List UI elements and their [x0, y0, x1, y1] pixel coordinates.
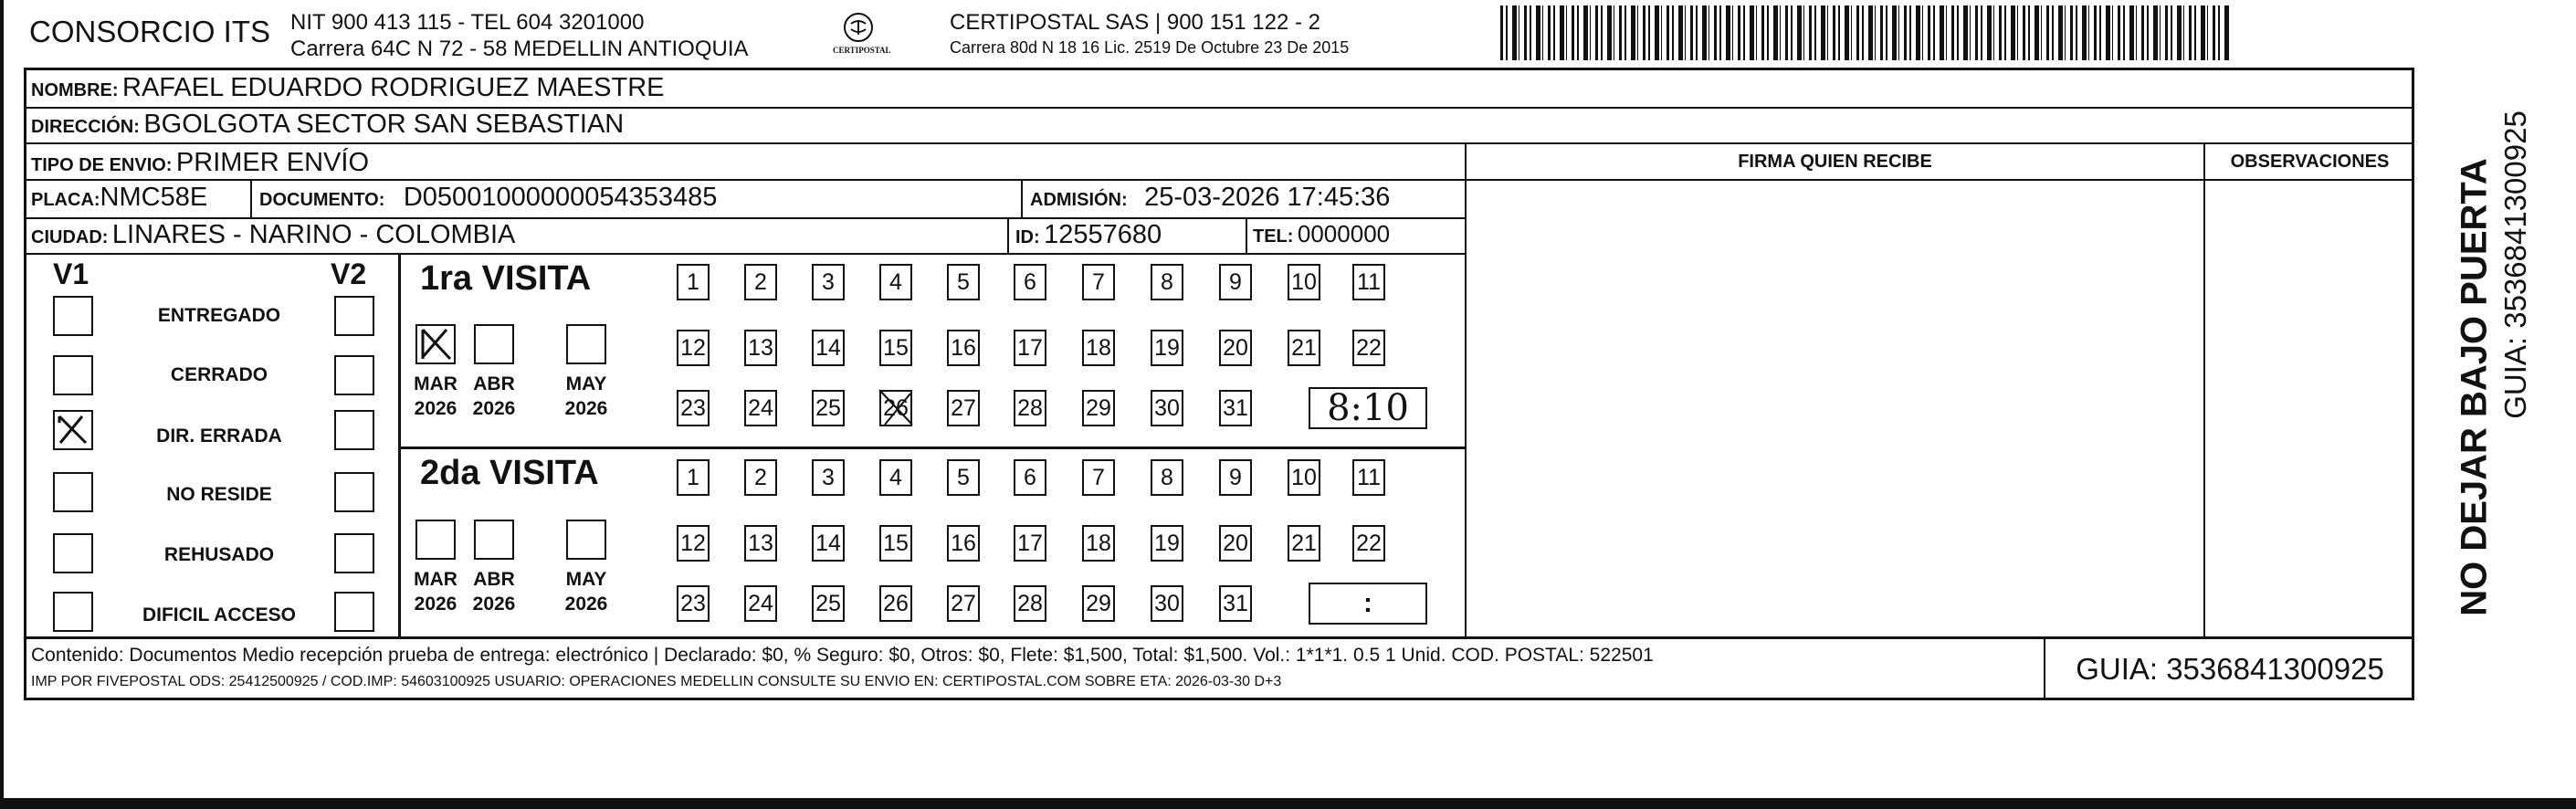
- month-checkbox[interactable]: [566, 324, 606, 364]
- day-box[interactable]: 16: [947, 330, 980, 366]
- documento-row: [259, 183, 717, 213]
- certipostal-logo: [833, 11, 891, 62]
- day-box[interactable]: 30: [1151, 390, 1183, 426]
- checkmark-icon: [417, 326, 454, 362]
- day-box[interactable]: 16: [947, 525, 980, 562]
- day-box[interactable]: 2: [744, 264, 777, 300]
- day-box[interactable]: 15: [879, 525, 912, 562]
- month-checkbox[interactable]: [415, 324, 456, 364]
- col-divider: [1007, 217, 1009, 253]
- month-checkbox[interactable]: [474, 324, 514, 364]
- time-box[interactable]: :: [1309, 583, 1427, 625]
- day-box[interactable]: 30: [1151, 585, 1183, 622]
- day-box[interactable]: 28: [1014, 390, 1046, 426]
- company-address: Carrera 64C N 72 - 58 MEDELLIN ANTIOQUIA: [290, 37, 749, 61]
- option-v2-checkbox[interactable]: [334, 533, 374, 573]
- option-v1-checkbox[interactable]: [53, 533, 93, 573]
- day-box[interactable]: 1: [677, 264, 710, 300]
- day-box[interactable]: 23: [677, 585, 710, 622]
- day-box[interactable]: 2: [744, 459, 777, 496]
- day-box[interactable]: 11: [1352, 264, 1385, 300]
- day-cross-icon: [878, 388, 914, 428]
- imp-text: IMP POR FIVEPOSTAL ODS: 25412500925 / COD.IMP: 54603100925 USUARIO: OPERACIONES MEDELLIN CONSULTE SU ENVIO EN: CERTIPOSTAL.COM SOBRE ETA: 2026-03-30 D+3: [31, 674, 1282, 689]
- day-box[interactable]: 13: [744, 525, 777, 562]
- nombre-value: RAFAEL EDUARDO RODRIGUEZ MAESTRE: [122, 73, 665, 102]
- placa-value: NMC58E: [100, 183, 208, 212]
- observations-area[interactable]: [2207, 183, 2413, 635]
- certipostal-logo-text: CERTIPOSTAL: [833, 46, 891, 55]
- day-box[interactable]: 29: [1082, 585, 1115, 622]
- option-v1-checkbox[interactable]: [53, 296, 93, 336]
- first-visit-title: 1ra VISITA: [420, 259, 592, 298]
- time-box[interactable]: 8:10: [1309, 387, 1427, 429]
- day-box[interactable]: 17: [1014, 525, 1046, 562]
- day-box[interactable]: 5: [947, 459, 980, 496]
- tel-value: 0000000: [1297, 220, 1391, 247]
- day-box[interactable]: 31: [1219, 585, 1252, 622]
- company-name: CONSORCIO ITS: [29, 15, 271, 48]
- contenido-text: Contenido: Documentos Medio recepción prueba de entrega: electrónico | Declarado: $0, % Seguro: $0, Otros: $0, Flete: $1,500, Total: $1,500. Vol.: 1*1*1. 0.5 1 Unid. COD. POSTAL: 522501: [31, 645, 1654, 666]
- left-edge: [0, 0, 4, 809]
- tel-row: [1253, 220, 1390, 248]
- option-v2-checkbox[interactable]: [334, 410, 374, 450]
- option-label: REHUSADO: [163, 544, 275, 565]
- day-box[interactable]: 22: [1352, 330, 1385, 366]
- option-label: ENTREGADO: [157, 305, 281, 326]
- observaciones-header: OBSERVACIONES: [2230, 152, 2390, 172]
- row-divider: [24, 217, 1465, 219]
- day-box[interactable]: 7: [1082, 264, 1115, 300]
- day-box[interactable]: 28: [1014, 585, 1046, 622]
- direccion-value: BGOLGOTA SECTOR SAN SEBASTIAN: [143, 110, 625, 139]
- tel-label: TEL:: [1253, 226, 1294, 247]
- row-divider: [2205, 179, 2414, 181]
- placa-label: PLACA:: [31, 190, 100, 210]
- signature-area[interactable]: [1468, 181, 2202, 635]
- day-box[interactable]: 5: [947, 264, 980, 300]
- option-v2-checkbox[interactable]: [334, 472, 374, 512]
- day-box[interactable]: 4: [879, 459, 912, 496]
- admision-row: [1030, 183, 1390, 213]
- month-label: MAY 2026: [564, 569, 608, 615]
- option-v2-checkbox[interactable]: [334, 355, 374, 395]
- col-divider: [1465, 142, 1467, 636]
- day-box[interactable]: 25: [812, 390, 845, 426]
- ciudad-value: LINARES - NARINO - COLOMBIA: [111, 220, 516, 249]
- day-box[interactable]: 10: [1288, 264, 1320, 300]
- certipostal-logo-icon: [842, 11, 875, 44]
- day-box[interactable]: 1: [677, 459, 710, 496]
- day-box[interactable]: 3: [812, 264, 845, 300]
- tipo-value: PRIMER ENVÍO: [175, 148, 370, 177]
- day-box[interactable]: 24: [744, 390, 777, 426]
- day-box[interactable]: 22: [1352, 525, 1385, 562]
- day-box[interactable]: 6: [1014, 459, 1046, 496]
- day-box[interactable]: 26: [879, 585, 912, 622]
- day-box[interactable]: 19: [1151, 525, 1183, 562]
- company-nit-tel: NIT 900 413 115 - TEL 604 3201000: [290, 10, 645, 35]
- day-box[interactable]: 21: [1288, 330, 1320, 366]
- day-box[interactable]: 14: [812, 330, 845, 366]
- carrier-name: CERTIPOSTAL SAS | 900 151 122 - 2: [950, 10, 1320, 35]
- direccion-label: DIRECCIÓN:: [31, 117, 140, 137]
- visit-divider: [398, 447, 1465, 449]
- barcode: [1500, 5, 2231, 60]
- day-box[interactable]: 10: [1288, 459, 1320, 496]
- col-divider: [250, 179, 252, 217]
- tipo-label: TIPO DE ENVIO:: [31, 155, 173, 175]
- day-box[interactable]: 26: [879, 390, 912, 426]
- month-checkbox[interactable]: [415, 520, 456, 560]
- nombre-row: [31, 73, 665, 103]
- carrier-address: Carrera 80d N 18 16 Lic. 2519 De Octubre 23 De 2015: [950, 38, 1350, 57]
- id-row: [1015, 220, 1162, 250]
- row-divider: [24, 107, 2414, 109]
- firma-header: FIRMA QUIEN RECIBE: [1738, 152, 1932, 172]
- month-label: MAY 2026: [564, 373, 608, 419]
- day-box[interactable]: 6: [1014, 264, 1046, 300]
- month-label: MAR 2026: [414, 569, 457, 615]
- day-box[interactable]: 27: [947, 585, 980, 622]
- option-v1-checkbox[interactable]: [53, 355, 93, 395]
- option-label: DIR. ERRADA: [156, 426, 282, 447]
- id-label: ID:: [1015, 227, 1040, 247]
- bottom-edge: [0, 798, 2576, 809]
- v2-header: V2: [331, 257, 367, 290]
- day-box[interactable]: 29: [1082, 390, 1115, 426]
- day-box[interactable]: 21: [1288, 525, 1320, 562]
- day-box[interactable]: 11: [1352, 459, 1385, 496]
- option-v2-checkbox[interactable]: [334, 592, 374, 632]
- side-guia: GUIA: 3536841300925: [2498, 110, 2532, 419]
- ciudad-label: CIUDAD:: [31, 227, 109, 247]
- ciudad-row: [31, 220, 515, 250]
- col-divider: [1246, 217, 1247, 253]
- option-v1-checkbox[interactable]: [53, 592, 93, 632]
- day-box[interactable]: 31: [1219, 390, 1252, 426]
- checkmark-icon: [55, 412, 91, 448]
- day-box[interactable]: 20: [1219, 330, 1252, 366]
- day-box[interactable]: 9: [1219, 459, 1252, 496]
- col-divider: [1021, 179, 1023, 217]
- second-visit-title: 2da VISITA: [420, 454, 599, 492]
- placa-row: [31, 183, 207, 213]
- day-box[interactable]: 18: [1082, 525, 1115, 562]
- day-box[interactable]: 9: [1219, 264, 1252, 300]
- row-divider: [24, 142, 2414, 144]
- day-box[interactable]: 18: [1082, 330, 1115, 366]
- day-box[interactable]: 8: [1151, 264, 1183, 300]
- admision-label: ADMISIÓN:: [1030, 190, 1128, 210]
- nombre-label: NOMBRE:: [31, 80, 119, 100]
- day-box[interactable]: 23: [677, 390, 710, 426]
- day-box[interactable]: 17: [1014, 330, 1046, 366]
- day-box[interactable]: 15: [879, 330, 912, 366]
- month-checkbox[interactable]: [474, 520, 514, 560]
- option-label: CERRADO: [170, 364, 268, 385]
- footer-guia: GUIA: 3536841300925: [2076, 652, 2384, 686]
- day-box[interactable]: 12: [677, 525, 710, 562]
- side-warning: NO DEJAR BAJO PUERTA: [2454, 158, 2495, 616]
- col-divider: [2203, 142, 2205, 636]
- day-box[interactable]: 13: [744, 330, 777, 366]
- day-box[interactable]: 25: [812, 585, 845, 622]
- day-box[interactable]: 14: [812, 525, 845, 562]
- admision-value: 25-03-2026 17:45:36: [1144, 183, 1391, 212]
- month-label: ABR 2026: [472, 569, 516, 615]
- month-checkbox[interactable]: [566, 520, 606, 560]
- day-box[interactable]: 8: [1151, 459, 1183, 496]
- row-divider: [24, 253, 1465, 255]
- documento-value: D05001000000054353485: [403, 183, 718, 212]
- direccion-row: [31, 110, 624, 140]
- option-v1-checkbox[interactable]: [53, 410, 93, 450]
- v1-header: V1: [53, 257, 89, 290]
- row-divider: [24, 636, 2414, 639]
- day-box[interactable]: 27: [947, 390, 980, 426]
- documento-label: DOCUMENTO:: [259, 190, 385, 210]
- day-box[interactable]: 7: [1082, 459, 1115, 496]
- tipo-row: [31, 148, 369, 178]
- option-label: NO RESIDE: [166, 484, 272, 505]
- option-label: DIFICIL ACCESO: [142, 604, 296, 625]
- id-value: 12557680: [1044, 220, 1162, 249]
- day-box[interactable]: 24: [744, 585, 777, 622]
- day-box[interactable]: 4: [879, 264, 912, 300]
- day-box[interactable]: 19: [1151, 330, 1183, 366]
- month-label: MAR 2026: [414, 373, 457, 419]
- day-box[interactable]: 12: [677, 330, 710, 366]
- day-box[interactable]: 20: [1219, 525, 1252, 562]
- month-label: ABR 2026: [472, 373, 516, 419]
- option-v2-checkbox[interactable]: [334, 296, 374, 336]
- col-divider: [398, 253, 401, 636]
- day-box[interactable]: 3: [812, 459, 845, 496]
- option-v1-checkbox[interactable]: [53, 472, 93, 512]
